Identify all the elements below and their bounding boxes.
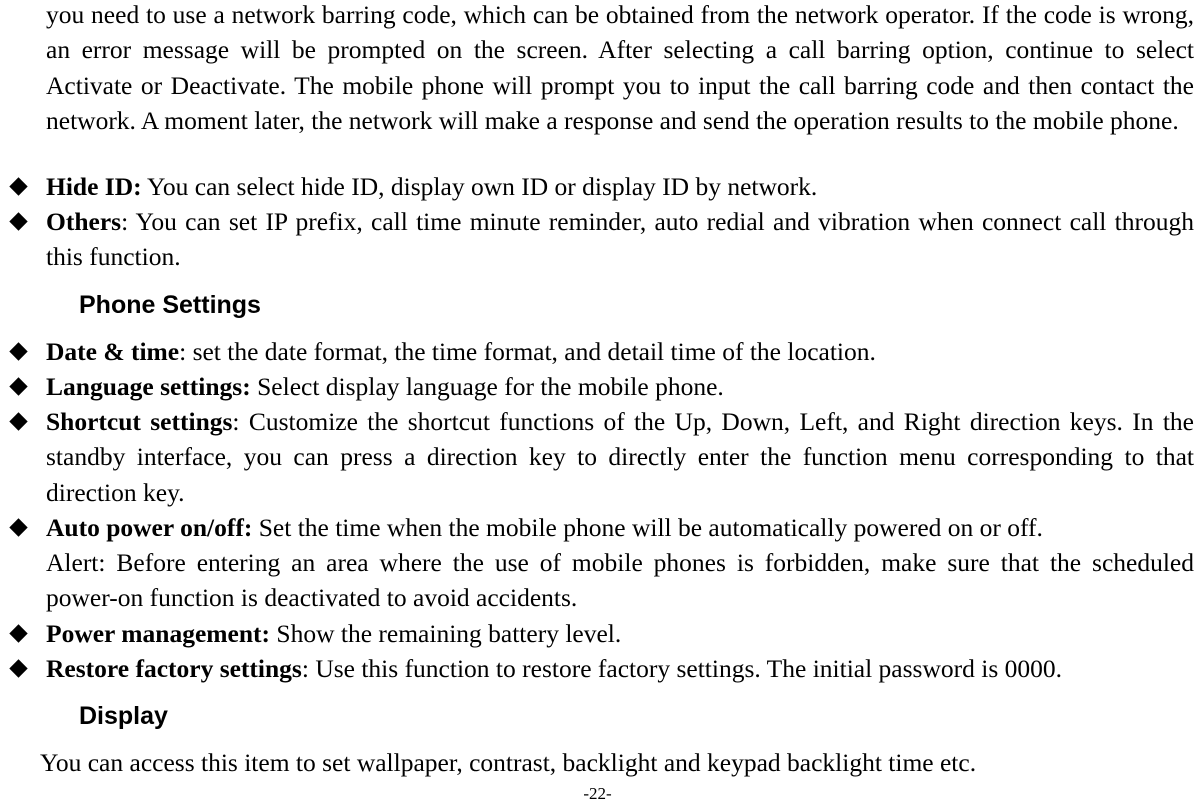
list-item-auto-power [46,510,1194,545]
list-item-restore-factory [46,651,1194,686]
item-desc: Set the time when the mobile phone will be automatically powered on or off. [252,513,1043,542]
alert-note: Alert: Before entering an area where the use of mobile phones is forbidden, make sure that the scheduled power-on function is deactivated to avoid accidents. [46,548,1194,613]
intro-paragraph: you need to use a network barring code, which can be obtained from the network operator. If the code is wrong, an error message will be prompted on the screen. After selecting a call barring option, continue to select Activate or Deactivate. The mobile phone will prompt you to input the call barring code and then contact the network. A moment later, the network will make a response and send the operation results to the mobile phone. [46,0,1194,136]
item-term: Language settings: [46,372,251,401]
item-desc: : Use this function to restore factory settings. The initial password is 0000. [301,654,1063,683]
item-term: Auto power on/off: [46,513,253,542]
item-desc: : Customize the shortcut functions of the Up, Down, Left, and Right direction keys. In the standby interface, you can press a direction key to directly enter the function menu corresponding to that direction key. [46,407,1194,507]
list-item-shortcut-settings [46,404,1194,510]
section-heading-display: Display [79,702,168,730]
page-number: -22- [583,784,612,803]
item-term: Others [46,207,122,236]
item-term: Shortcut settings [46,407,233,436]
item-term: Restore factory settings [46,654,302,683]
list-item-date-time [46,334,1194,369]
item-desc: You can select hide ID, display own ID or display ID by network. [141,172,818,201]
item-term: Power management: [46,619,271,648]
item-desc: Select display language for the mobile phone. [250,372,724,401]
item-term: Date & time [46,337,180,366]
list-item-language-settings [46,369,1194,404]
list-item-others [46,204,1194,275]
list-item-power-management [46,616,1194,651]
item-desc: : You can set IP prefix, call time minute reminder, auto redial and vibration when connect call through this function. [46,207,1194,272]
item-term: Hide ID: [46,172,142,201]
item-desc: : set the date format, the time format, and detail time of the location. [179,337,876,366]
item-desc: Show the remaining battery level. [270,619,622,648]
section-heading-phone-settings: Phone Settings [79,291,261,319]
list-item-hide-id [46,169,1194,204]
display-paragraph: You can access this item to set wallpaper, contrast, backlight and keypad backlight time etc. [40,748,977,777]
